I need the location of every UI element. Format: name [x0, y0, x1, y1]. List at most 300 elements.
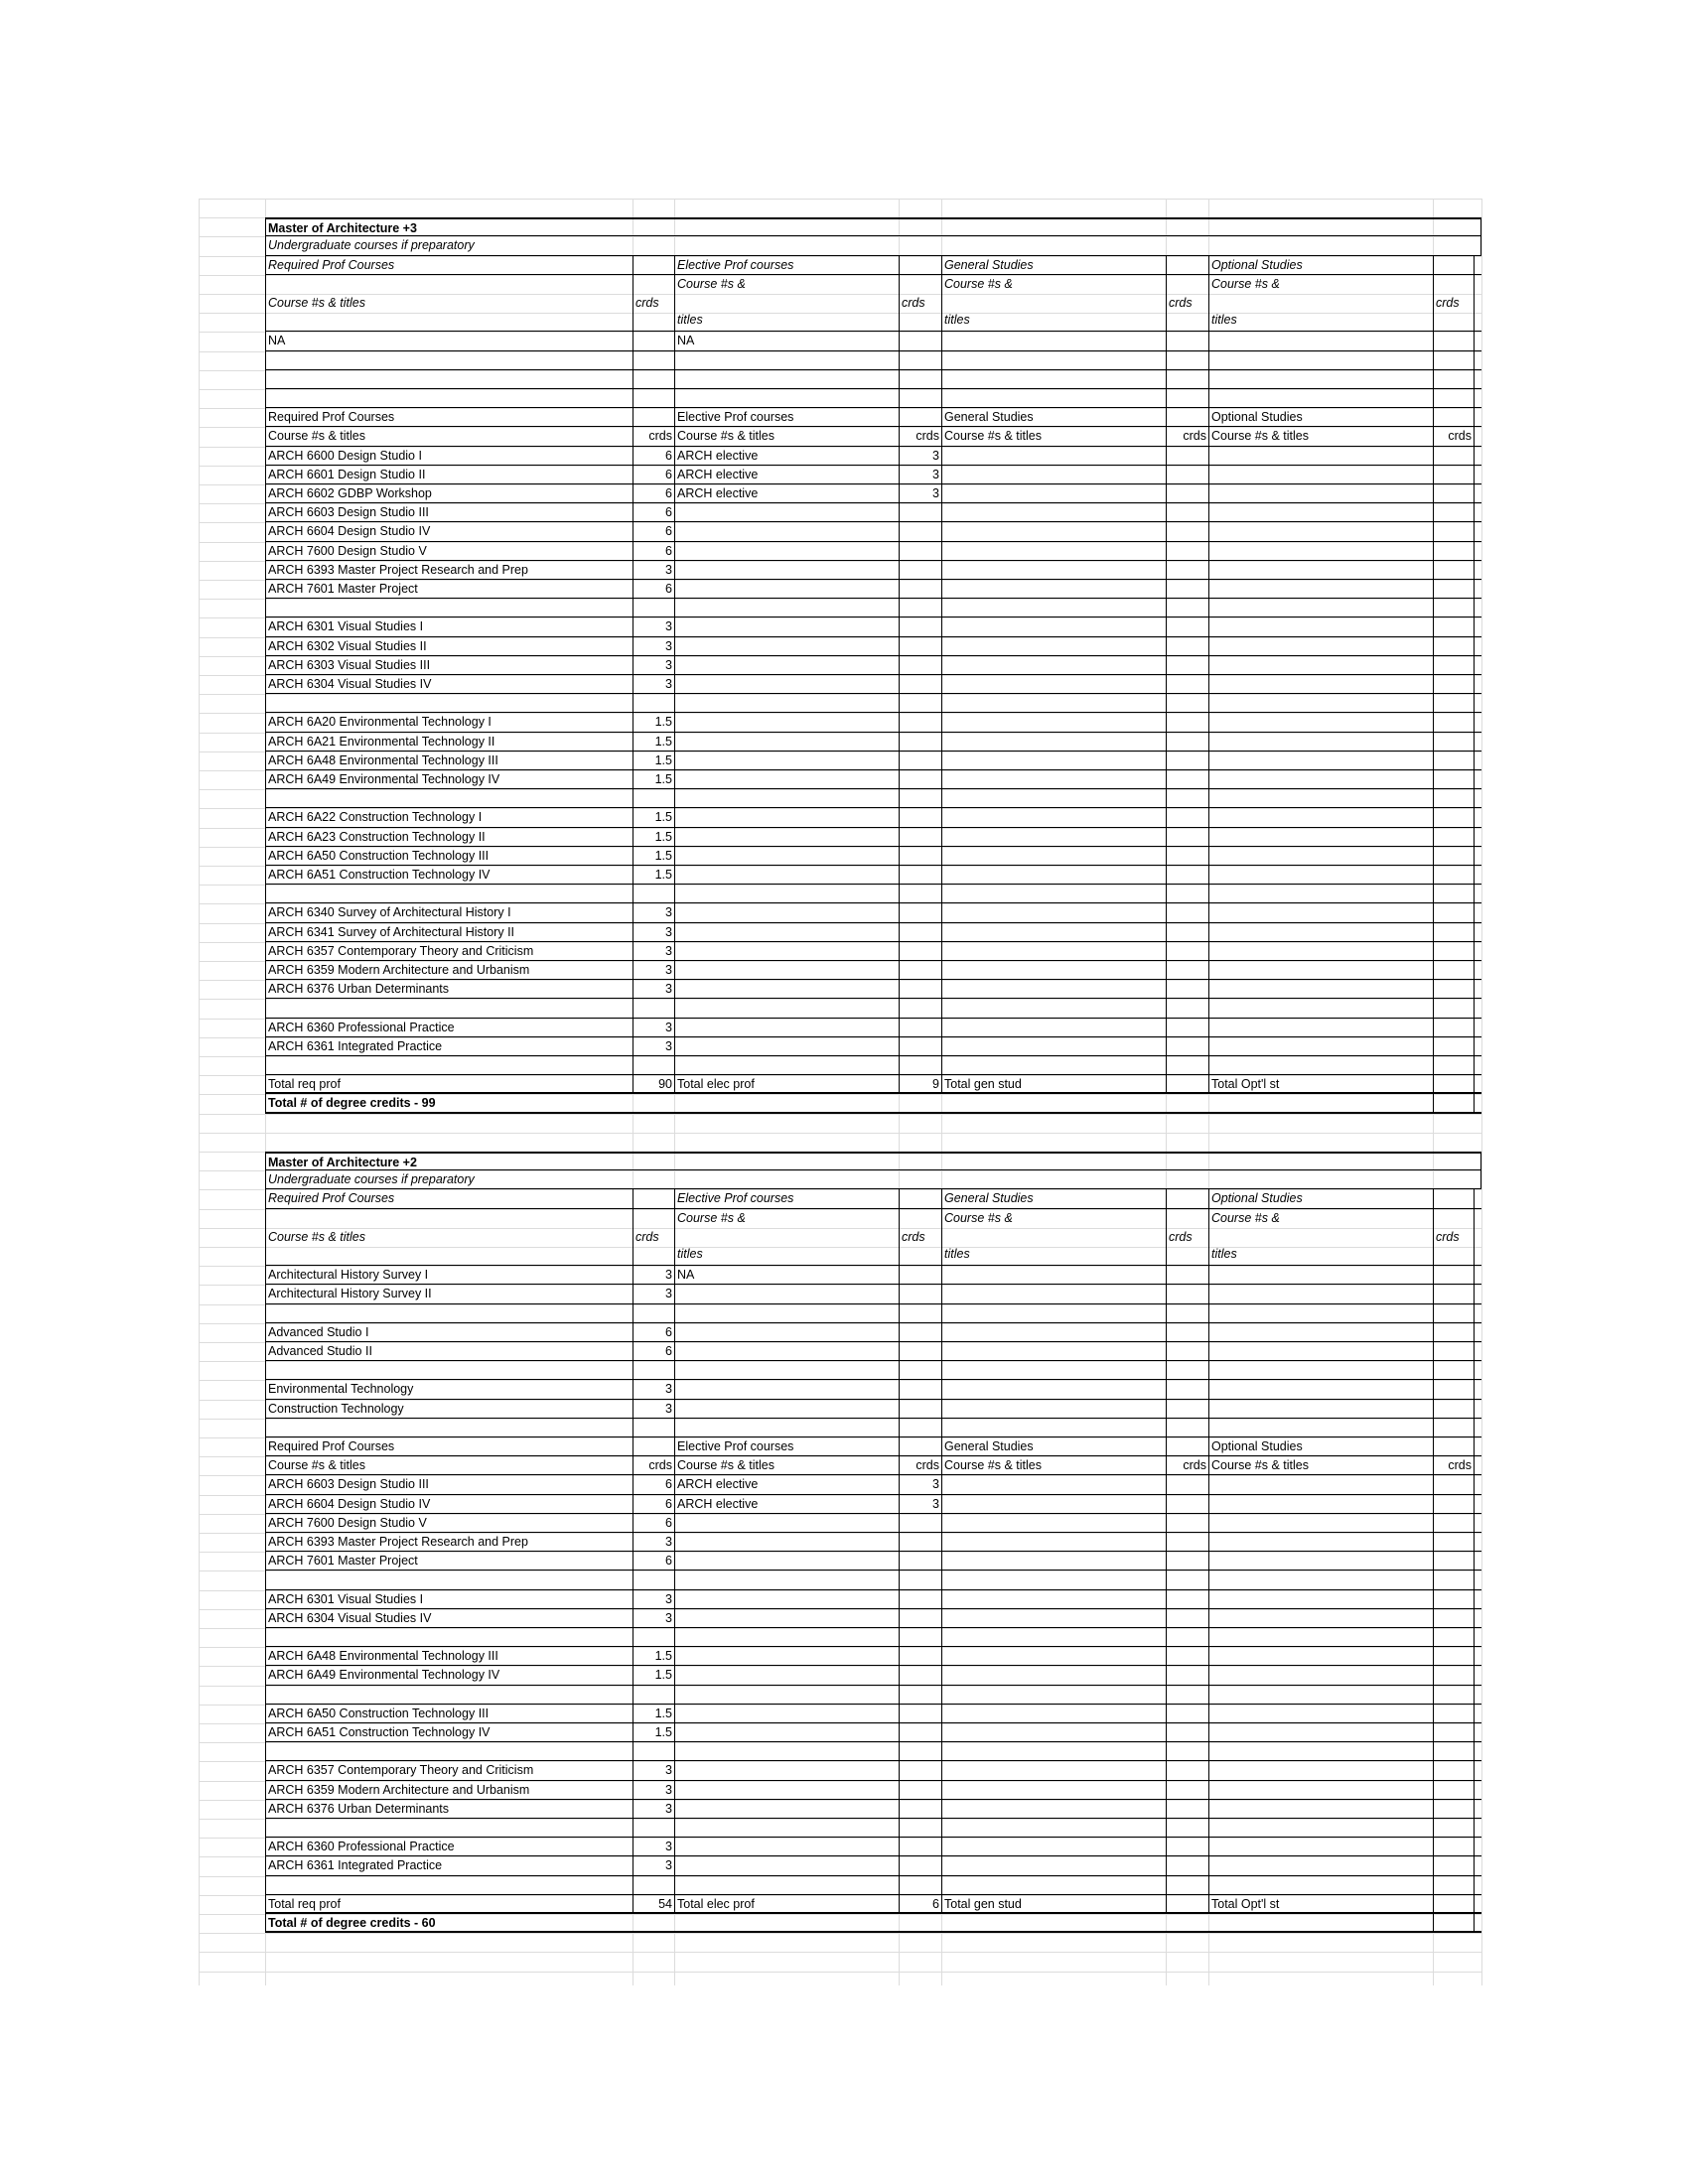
opt-credits-cell: [1433, 332, 1475, 349]
gen-credits-cell: [1166, 1838, 1208, 1855]
opt-course-cell: [1208, 808, 1433, 826]
gen-course-cell: General Studies: [941, 1189, 1166, 1207]
gen-credits-cell: [1166, 885, 1208, 902]
opt-course-cell: [1208, 713, 1433, 731]
opt-credits-cell: [1433, 808, 1475, 826]
table-row: [265, 1647, 1481, 1666]
table-row: [265, 1781, 1481, 1800]
opt-course-cell: [1208, 1761, 1433, 1779]
gen-course-cell: [941, 1761, 1166, 1779]
req-course-cell: [265, 1419, 633, 1436]
req-course-cell: ARCH 6360 Professional Practice: [265, 1019, 633, 1036]
gen-credits-cell: [1166, 1705, 1208, 1722]
table-row: [265, 1437, 1481, 1456]
opt-credits-cell: [1433, 751, 1475, 769]
gen-course-cell: [941, 466, 1166, 483]
req-course-cell: ARCH 6A50 Construction Technology III: [265, 847, 633, 865]
opt-credits-cell: [1433, 1686, 1475, 1704]
gen-course-cell: General Studies: [941, 408, 1166, 426]
opt-credits-cell: [1433, 370, 1475, 388]
opt-course-cell: [1208, 789, 1433, 807]
elec-course-cell: [674, 923, 899, 941]
opt-credits-cell: [1433, 447, 1475, 465]
degree-total: Total # of degree credits - 99: [265, 1094, 1433, 1111]
elec-course-cell: [674, 770, 899, 788]
opt-credits-cell: [1433, 1437, 1475, 1455]
elec-course-cell: [674, 1686, 899, 1704]
opt-credits-cell: [1433, 1342, 1475, 1360]
req-course-cell: [265, 389, 633, 407]
req-credits-cell: 1.5: [633, 847, 674, 865]
elec-course-cell: [674, 713, 899, 731]
table-row: [265, 1056, 1481, 1075]
elec-course-cell: [674, 675, 899, 693]
opt-credits-cell: [1433, 466, 1475, 483]
gen-course-cell: [941, 713, 1166, 731]
gen-credits-cell: [1166, 1723, 1208, 1741]
req-credits-cell: 3: [633, 656, 674, 674]
opt-course-cell: [1208, 561, 1433, 579]
gen-course-cell: [941, 999, 1166, 1017]
prep-header-cell: [1208, 1209, 1433, 1266]
req-credits-cell: [633, 1570, 674, 1588]
elec-credits-cell: [899, 1742, 941, 1760]
gen-course-cell: [941, 1666, 1166, 1684]
opt-credits-cell: [1433, 408, 1475, 426]
course-label-bottom: titles: [944, 313, 970, 328]
gen-course-cell: [941, 561, 1166, 579]
req-course-cell: Required Prof Courses: [265, 1189, 633, 1207]
req-credits-cell: 3: [633, 961, 674, 979]
req-course-cell: Total req prof: [265, 1895, 633, 1912]
req-credits-cell: 1.5: [633, 866, 674, 884]
opt-credits-cell: [1433, 1419, 1475, 1436]
req-course-cell: ARCH 6A49 Environmental Technology IV: [265, 1666, 633, 1684]
req-course-cell: [265, 1819, 633, 1837]
opt-course-cell: [1208, 1552, 1433, 1570]
req-course-cell: ARCH 7601 Master Project: [265, 1552, 633, 1570]
gen-course-cell: [941, 1361, 1166, 1379]
req-course-cell: Required Prof Courses: [265, 408, 633, 426]
elec-credits-cell: [899, 656, 941, 674]
elec-credits-cell: [899, 1514, 941, 1532]
elec-credits-cell: [899, 1590, 941, 1608]
req-course-cell: ARCH 7600 Design Studio V: [265, 1514, 633, 1532]
opt-course-cell: Total Opt'l st: [1208, 1075, 1433, 1092]
req-course-cell: Course #s & titles: [265, 1456, 633, 1474]
elec-credits-cell: [899, 1304, 941, 1322]
elec-credits-cell: [899, 1686, 941, 1704]
req-credits-cell: 3: [633, 1856, 674, 1874]
elec-course-cell: [674, 999, 899, 1017]
gen-credits-cell: [1166, 1285, 1208, 1302]
opt-course-cell: [1208, 1876, 1433, 1894]
opt-course-cell: [1208, 694, 1433, 712]
elec-course-cell: NA: [674, 332, 899, 349]
elec-course-cell: [674, 1400, 899, 1418]
gen-course-cell: [941, 542, 1166, 560]
req-course-cell: ARCH 6600 Design Studio I: [265, 447, 633, 465]
gen-credits-cell: [1166, 1800, 1208, 1818]
gen-credits-cell: [1166, 1552, 1208, 1570]
section-title-row: [265, 217, 1481, 236]
req-credits-cell: [633, 1876, 674, 1894]
opt-course-cell: [1208, 580, 1433, 598]
gen-course-cell: [941, 599, 1166, 616]
elec-credits-cell: [899, 847, 941, 865]
req-course-cell: Construction Technology: [265, 1400, 633, 1418]
elec-credits-cell: crds: [899, 1456, 941, 1474]
opt-course-cell: [1208, 1400, 1433, 1418]
opt-course-cell: [1208, 1361, 1433, 1379]
gen-course-cell: [941, 961, 1166, 979]
opt-credits-cell: [1433, 1514, 1475, 1532]
opt-course-cell: [1208, 1628, 1433, 1646]
table-row: [265, 1019, 1481, 1037]
elec-course-cell: [674, 1590, 899, 1608]
opt-course-cell: [1208, 1723, 1433, 1741]
opt-credits-cell: [1433, 1742, 1475, 1760]
gen-credits-cell: [1166, 1819, 1208, 1837]
course-label-bottom: titles: [944, 1246, 970, 1261]
prep-header-cell: [1166, 275, 1208, 332]
req-credits-cell: 3: [633, 1380, 674, 1398]
elec-course-cell: [674, 1514, 899, 1532]
opt-credits-cell: [1433, 923, 1475, 941]
opt-course-cell: [1208, 370, 1433, 388]
opt-credits-cell: [1433, 942, 1475, 960]
elec-credits-cell: [899, 351, 941, 369]
table-row: [265, 1628, 1481, 1647]
table-row: [265, 351, 1481, 370]
table-row: [265, 408, 1481, 427]
opt-credits-cell: [1433, 1304, 1475, 1322]
opt-course-cell: [1208, 503, 1433, 521]
table-row: [265, 1189, 1481, 1208]
elec-credits-cell: [899, 561, 941, 579]
gen-course-cell: [941, 1590, 1166, 1608]
opt-course-cell: [1208, 1781, 1433, 1799]
opt-credits-cell: [1433, 733, 1475, 751]
elec-course-cell: ARCH elective: [674, 447, 899, 465]
table-row: [265, 389, 1481, 408]
elec-credits-cell: [899, 1437, 941, 1455]
gen-credits-cell: [1166, 694, 1208, 712]
elec-course-cell: [674, 1876, 899, 1894]
elec-course-cell: ARCH elective: [674, 1495, 899, 1513]
table-row: [265, 1037, 1481, 1056]
elec-course-cell: ARCH elective: [674, 1475, 899, 1493]
course-label-bottom: titles: [1211, 1246, 1237, 1261]
opt-course-cell: [1208, 1856, 1433, 1874]
req-credits-cell: 6: [633, 447, 674, 465]
opt-credits-cell: [1433, 1819, 1475, 1837]
gen-course-cell: [941, 389, 1166, 407]
opt-credits-cell: [1433, 885, 1475, 902]
section-subtitle: Undergraduate courses if preparatory: [265, 1170, 1481, 1188]
opt-credits-cell: [1433, 1495, 1475, 1513]
opt-credits-cell: [1433, 542, 1475, 560]
opt-course-cell: [1208, 675, 1433, 693]
gen-credits-cell: [1166, 1742, 1208, 1760]
table-row: [265, 961, 1481, 980]
gen-course-cell: General Studies: [941, 256, 1166, 274]
elec-course-cell: [674, 1342, 899, 1360]
elec-course-cell: [674, 599, 899, 616]
opt-credits-cell: [1433, 1285, 1475, 1302]
req-course-cell: ARCH 6A23 Construction Technology II: [265, 828, 633, 846]
elec-course-cell: [674, 942, 899, 960]
elec-credits-cell: [899, 1647, 941, 1665]
gen-credits-cell: [1166, 1686, 1208, 1704]
req-course-cell: ARCH 6359 Modern Architecture and Urbanism: [265, 961, 633, 979]
elec-credits-cell: [899, 694, 941, 712]
opt-course-cell: [1208, 522, 1433, 540]
gridline-h: [199, 1133, 1481, 1134]
opt-course-cell: [1208, 942, 1433, 960]
req-course-cell: ARCH 6361 Integrated Practice: [265, 1856, 633, 1874]
req-course-cell: [265, 1056, 633, 1074]
opt-course-cell: [1208, 980, 1433, 998]
req-credits-cell: [633, 1189, 674, 1207]
elec-credits-cell: [899, 1570, 941, 1588]
elec-credits-cell: [899, 675, 941, 693]
opt-credits-cell: [1433, 1705, 1475, 1722]
gen-course-cell: [941, 1819, 1166, 1837]
elec-credits-cell: [899, 389, 941, 407]
gen-credits-cell: [1166, 351, 1208, 369]
gen-credits-cell: crds: [1166, 1456, 1208, 1474]
req-credits-cell: 3: [633, 1400, 674, 1418]
opt-credits-cell: [1433, 1400, 1475, 1418]
gen-credits-cell: [1166, 1647, 1208, 1665]
gen-credits-cell: [1166, 733, 1208, 751]
gen-course-cell: [941, 1628, 1166, 1646]
opt-course-cell: [1208, 1419, 1433, 1436]
gen-course-cell: [941, 1514, 1166, 1532]
gen-credits-cell: [1166, 599, 1208, 616]
elec-course-cell: [674, 828, 899, 846]
gen-credits-cell: [1166, 847, 1208, 865]
credits-label: crds: [1169, 1229, 1193, 1244]
opt-credits-cell: [1433, 656, 1475, 674]
table-row: [265, 1323, 1481, 1342]
table-row: [265, 866, 1481, 885]
gen-credits-cell: [1166, 1419, 1208, 1436]
opt-credits-cell: [1433, 1533, 1475, 1551]
gen-course-cell: [941, 1475, 1166, 1493]
course-label-top: Course #s &: [944, 1210, 1013, 1225]
table-row: [265, 903, 1481, 922]
spreadsheet-page: [199, 199, 1481, 1985]
gen-credits-cell: [1166, 561, 1208, 579]
elec-credits-cell: [899, 885, 941, 902]
prep-header-cell: [1208, 275, 1433, 332]
table-row: [265, 484, 1481, 503]
opt-credits-cell: [1433, 1075, 1475, 1092]
req-course-cell: [265, 1742, 633, 1760]
credits-label: crds: [635, 295, 659, 310]
gen-credits-cell: [1166, 1304, 1208, 1322]
opt-course-cell: [1208, 1019, 1433, 1036]
prep-header-cell: [265, 1209, 633, 1266]
req-credits-cell: 3: [633, 1285, 674, 1302]
gen-course-cell: [941, 751, 1166, 769]
opt-course-cell: [1208, 847, 1433, 865]
gen-credits-cell: [1166, 1475, 1208, 1493]
req-course-cell: ARCH 6601 Design Studio II: [265, 466, 633, 483]
elec-course-cell: ARCH elective: [674, 484, 899, 502]
gen-credits-cell: [1166, 484, 1208, 502]
prep-header-cell: [1433, 275, 1475, 332]
gridline-h: [199, 1933, 1481, 1934]
opt-course-cell: [1208, 885, 1433, 902]
req-course-cell: Advanced Studio I: [265, 1323, 633, 1341]
req-course-cell: [265, 789, 633, 807]
opt-course-cell: [1208, 1514, 1433, 1532]
opt-credits-cell: [1433, 999, 1475, 1017]
req-course-cell: ARCH 6A48 Environmental Technology III: [265, 751, 633, 769]
elec-course-cell: [674, 351, 899, 369]
prep-header-cell: [899, 1209, 941, 1266]
elec-credits-cell: [899, 942, 941, 960]
opt-course-cell: [1208, 961, 1433, 979]
elec-course-cell: [674, 617, 899, 635]
req-credits-cell: 3: [633, 561, 674, 579]
opt-course-cell: [1208, 1800, 1433, 1818]
req-credits-cell: 3: [633, 617, 674, 635]
gen-course-cell: [941, 1705, 1166, 1722]
gen-credits-cell: [1166, 1019, 1208, 1036]
elec-credits-cell: [899, 370, 941, 388]
req-course-cell: [265, 885, 633, 902]
elec-credits-cell: [899, 256, 941, 274]
table-row: [265, 542, 1481, 561]
elec-credits-cell: [899, 923, 941, 941]
gen-credits-cell: [1166, 1876, 1208, 1894]
elec-credits-cell: [899, 1819, 941, 1837]
opt-credits-cell: [1433, 1647, 1475, 1665]
elec-credits-cell: 3: [899, 447, 941, 465]
opt-course-cell: Optional Studies: [1208, 1189, 1433, 1207]
elec-credits-cell: [899, 828, 941, 846]
credits-label: crds: [902, 295, 925, 310]
table-row: [265, 1856, 1481, 1875]
elec-course-cell: [674, 1609, 899, 1627]
req-credits-cell: 1.5: [633, 1666, 674, 1684]
elec-course-cell: [674, 1323, 899, 1341]
opt-credits-cell: [1433, 903, 1475, 921]
gen-course-cell: [941, 1400, 1166, 1418]
elec-credits-cell: [899, 1838, 941, 1855]
table-row: [265, 789, 1481, 808]
table-row: [265, 1361, 1481, 1380]
gen-credits-cell: [1166, 408, 1208, 426]
gen-credits-cell: [1166, 1609, 1208, 1627]
opt-credits-cell: [1433, 828, 1475, 846]
opt-credits-cell: [1433, 1895, 1475, 1912]
credits-label: crds: [1169, 295, 1193, 310]
req-credits-cell: [633, 885, 674, 902]
req-course-cell: ARCH 7600 Design Studio V: [265, 542, 633, 560]
elec-course-cell: ARCH elective: [674, 466, 899, 483]
table-row: [265, 580, 1481, 599]
req-credits-cell: 6: [633, 542, 674, 560]
gen-course-cell: [941, 828, 1166, 846]
opt-credits-cell: [1433, 1628, 1475, 1646]
opt-credits-cell: [1433, 1800, 1475, 1818]
opt-credits-cell: [1433, 1590, 1475, 1608]
req-credits-cell: 6: [633, 522, 674, 540]
elec-course-cell: [674, 1800, 899, 1818]
req-credits-cell: [633, 351, 674, 369]
table-row: [265, 808, 1481, 827]
opt-course-cell: [1208, 332, 1433, 349]
gen-course-cell: [941, 1609, 1166, 1627]
req-credits-cell: 1.5: [633, 713, 674, 731]
req-credits-cell: 1.5: [633, 808, 674, 826]
gen-credits-cell: [1166, 1189, 1208, 1207]
elec-course-cell: [674, 1570, 899, 1588]
elec-course-cell: [674, 694, 899, 712]
elec-credits-cell: [899, 713, 941, 731]
table-row: [265, 1419, 1481, 1437]
gen-course-cell: [941, 1876, 1166, 1894]
req-course-cell: [265, 1686, 633, 1704]
req-course-cell: ARCH 6357 Contemporary Theory and Criticism: [265, 942, 633, 960]
gen-course-cell: [941, 903, 1166, 921]
elec-course-cell: [674, 1037, 899, 1055]
section-subtitle-row: [265, 1170, 1481, 1189]
elec-course-cell: [674, 1361, 899, 1379]
opt-credits-cell: [1433, 1019, 1475, 1036]
gen-credits-cell: [1166, 789, 1208, 807]
req-course-cell: ARCH 6393 Master Project Research and Prep: [265, 1533, 633, 1551]
table-row: [265, 733, 1481, 751]
table-row: [265, 713, 1481, 732]
elec-course-cell: [674, 1419, 899, 1436]
req-credits-cell: 3: [633, 923, 674, 941]
req-course-cell: ARCH 6A51 Construction Technology IV: [265, 1723, 633, 1741]
gen-course-cell: [941, 332, 1166, 349]
elec-credits-cell: [899, 903, 941, 921]
elec-credits-cell: [899, 1628, 941, 1646]
elec-credits-cell: [899, 751, 941, 769]
elec-course-cell: [674, 1819, 899, 1837]
req-course-cell: ARCH 6A49 Environmental Technology IV: [265, 770, 633, 788]
gen-course-cell: [941, 1304, 1166, 1322]
req-credits-cell: 3: [633, 1019, 674, 1036]
gen-credits-cell: [1166, 1895, 1208, 1912]
gen-credits-cell: [1166, 1628, 1208, 1646]
opt-credits-cell: [1433, 351, 1475, 369]
req-course-cell: ARCH 6A20 Environmental Technology I: [265, 713, 633, 731]
gen-credits-cell: [1166, 866, 1208, 884]
req-credits-cell: 3: [633, 942, 674, 960]
req-course-cell: Course #s & titles: [265, 427, 633, 445]
elec-credits-cell: [899, 408, 941, 426]
elec-credits-cell: 6: [899, 1895, 941, 1912]
req-course-cell: ARCH 6604 Design Studio IV: [265, 522, 633, 540]
opt-course-cell: [1208, 637, 1433, 655]
opt-course-cell: [1208, 656, 1433, 674]
opt-credits-cell: [1433, 484, 1475, 502]
req-course-cell: NA: [265, 332, 633, 349]
req-credits-cell: 3: [633, 1761, 674, 1779]
prep-header-cell: [633, 275, 674, 332]
table-row: [265, 447, 1481, 466]
table-row: [265, 617, 1481, 636]
